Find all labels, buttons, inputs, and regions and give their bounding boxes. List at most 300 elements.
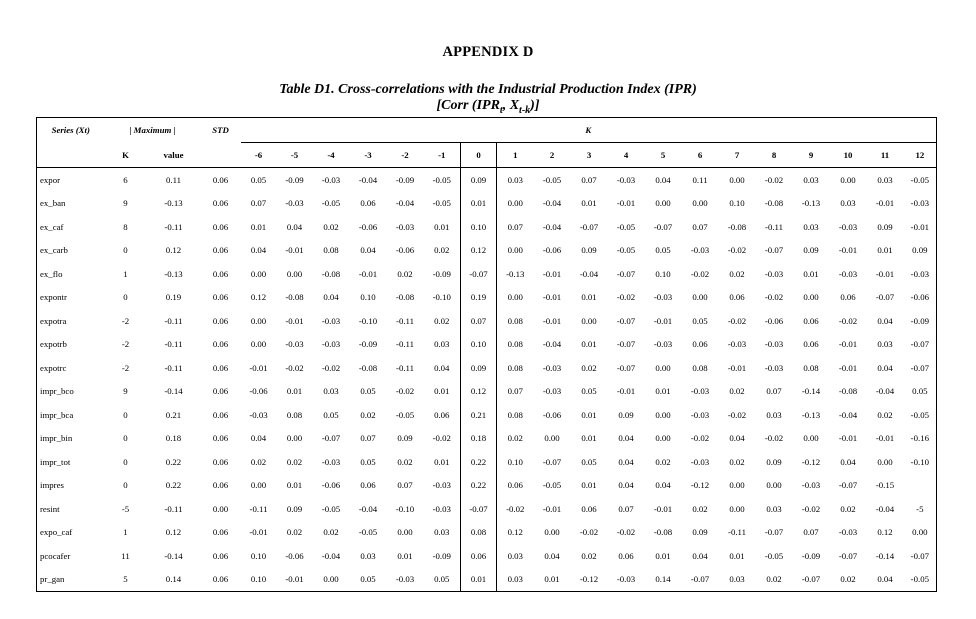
correlation-cell: -0.03 <box>690 245 710 256</box>
correlation-cell: 0.10 <box>250 550 267 561</box>
header-row-top <box>37 118 937 143</box>
table-row <box>37 521 937 545</box>
correlation-cell: 0.04 <box>250 433 267 444</box>
correlation-cell: -0.03 <box>321 315 341 326</box>
correlation-cell: 0.02 <box>840 503 856 514</box>
correlation-cell: -0.12 <box>690 480 710 491</box>
correlation-cell: -0.15 <box>875 480 895 491</box>
std-value: 0.06 <box>212 268 229 279</box>
table-row <box>37 474 937 498</box>
correlation-cell: 0.10 <box>461 333 497 357</box>
correlation-cell: 0.14 <box>645 568 682 592</box>
correlation-cell: 0.03 <box>766 409 782 420</box>
correlation-cell: 0.04 <box>840 456 856 467</box>
correlation-cell: -0.12 <box>801 456 821 467</box>
correlation-cell: -0.03 <box>764 268 784 279</box>
correlation-cell: -0.01 <box>904 215 937 239</box>
correlation-cell: 0.00 <box>655 433 671 444</box>
correlation-cell: 0.12 <box>461 380 497 404</box>
correlation-cell: 0.02 <box>323 527 339 538</box>
lag-header: 1 <box>497 143 534 168</box>
correlation-cell: -0.06 <box>285 550 304 561</box>
lag-header: -5 <box>277 143 313 168</box>
std-value: 0.06 <box>212 456 229 467</box>
correlation-cell: 0.06 <box>692 339 708 350</box>
correlation-cell: 0.05 <box>655 245 671 256</box>
table-title: Table D1. Cross-correlations with the Industrial Production Index (IPR) <box>279 82 697 97</box>
correlation-cell: -0.03 <box>321 339 341 350</box>
correlation-cell: -0.02 <box>506 503 525 514</box>
correlation-cell: -0.03 <box>321 456 341 467</box>
correlation-cell: 0.03 <box>766 503 782 514</box>
max-k: -2 <box>121 339 130 350</box>
correlation-cell: -0.04 <box>358 174 378 185</box>
correlation-cell: 0.01 <box>434 386 450 397</box>
correlation-cell: 0.09 <box>877 221 893 232</box>
correlation-cell: 0.18 <box>461 427 497 451</box>
correlation-cell: 0.05 <box>424 568 461 592</box>
correlation-cell: -0.11 <box>396 362 415 373</box>
correlation-cell: 0.01 <box>286 480 303 491</box>
correlation-cell: 0.02 <box>286 527 303 538</box>
correlation-cell: -0.13 <box>801 409 821 420</box>
header-k-span: K <box>241 118 937 143</box>
header-series: Series (Xt) <box>37 118 105 143</box>
correlation-cell: -0.03 <box>904 192 937 216</box>
correlation-cell: -0.09 <box>358 339 378 350</box>
correlation-cell: 0.06 <box>360 198 376 209</box>
correlation-cell: 0.01 <box>461 192 497 216</box>
correlation-cell: 0.01 <box>581 480 597 491</box>
max-k: 9 <box>123 198 128 209</box>
correlation-cell: 0.00 <box>544 433 560 444</box>
correlation-cell: 0.09 <box>286 503 303 514</box>
std-value: 0.06 <box>212 409 229 420</box>
correlation-cell: -0.01 <box>838 245 858 256</box>
correlation-cell: -0.02 <box>616 292 636 303</box>
correlation-cell: -0.01 <box>277 568 313 592</box>
correlation-cell: -0.07 <box>875 292 895 303</box>
correlation-cell: -0.09 <box>801 550 821 561</box>
max-value: 0.14 <box>147 568 201 592</box>
header-k: K <box>105 143 147 168</box>
correlation-cell: 0.02 <box>434 245 450 256</box>
correlation-cell: -0.01 <box>542 268 562 279</box>
correlation-cell: 0.04 <box>618 456 634 467</box>
correlation-cell: 0.06 <box>803 315 819 326</box>
correlation-cell: -0.02 <box>727 315 747 326</box>
correlation-cell: 0.09 <box>461 168 497 192</box>
correlation-cell: 0.05 <box>692 315 708 326</box>
correlation-cell: 0.01 <box>286 386 303 397</box>
lag-header: 10 <box>830 143 867 168</box>
series-name: impres <box>37 474 105 498</box>
correlation-cell: -0.01 <box>838 362 858 373</box>
correlation-cell: -0.01 <box>875 268 895 279</box>
correlation-cell: 0.05 <box>360 456 376 467</box>
table-row <box>37 427 937 451</box>
correlation-cell: -0.07 <box>616 315 636 326</box>
correlation-cell: 0.04 <box>544 550 560 561</box>
table-row <box>37 544 937 568</box>
table-row <box>37 380 937 404</box>
series-name: impr_bco <box>37 380 105 404</box>
correlation-cell: 0.06 <box>507 480 523 491</box>
table-row <box>37 497 937 521</box>
correlation-cell: -0.03 <box>690 456 710 467</box>
correlation-cell: -0.04 <box>579 268 599 279</box>
max-k: -2 <box>121 315 130 326</box>
correlation-cell: -0.05 <box>904 168 937 192</box>
max-value: -0.13 <box>164 268 183 279</box>
correlation-cell: 0.06 <box>461 544 497 568</box>
correlation-cell: 0.00 <box>655 198 671 209</box>
std-value: 0.06 <box>212 550 229 561</box>
header-blank <box>37 143 105 168</box>
correlation-cell: 0.00 <box>313 568 350 592</box>
correlation-cell: -0.01 <box>838 339 858 350</box>
max-value: 0.18 <box>165 433 182 444</box>
correlation-cell: -0.02 <box>764 292 784 303</box>
correlation-cell: -0.01 <box>249 527 268 538</box>
table-subtitle <box>0 98 976 116</box>
correlation-cell: 0.05 <box>350 568 387 592</box>
correlation-cell: -0.09 <box>285 174 304 185</box>
lag-header: 7 <box>719 143 756 168</box>
table-row <box>37 309 937 333</box>
std-value: 0.06 <box>212 386 229 397</box>
std-value: 0.06 <box>212 339 229 350</box>
max-value: 0.12 <box>165 245 182 256</box>
correlation-cell: 0.02 <box>286 456 303 467</box>
correlation-cell: -0.05 <box>542 480 562 491</box>
correlation-cell: 0.01 <box>434 456 450 467</box>
correlation-cell: -0.03 <box>285 339 304 350</box>
std-value: 0.06 <box>212 362 229 373</box>
correlation-cell: -0.01 <box>542 503 562 514</box>
correlation-cell: 0.12 <box>461 239 497 263</box>
correlation-cell: 0.00 <box>729 174 745 185</box>
series-name: impr_bin <box>37 427 105 451</box>
correlation-cell: 0.10 <box>241 568 277 592</box>
table-row <box>37 450 937 474</box>
correlation-cell: -0.02 <box>616 527 636 538</box>
correlation-cell: -0.02 <box>838 315 858 326</box>
std-value: 0.06 <box>212 315 229 326</box>
header-maximum: | Maximum | <box>129 125 176 136</box>
correlation-cell: -0.07 <box>616 268 636 279</box>
max-value: -0.11 <box>164 362 183 373</box>
max-value: 0.12 <box>165 527 182 538</box>
correlation-cell: -0.16 <box>904 427 937 451</box>
correlation-cell: -0.03 <box>432 480 451 491</box>
correlation-cell: 0.00 <box>655 409 671 420</box>
correlation-cell: -0.10 <box>395 503 415 514</box>
series-name: impr_bca <box>37 403 105 427</box>
correlation-cell: 0.00 <box>250 480 267 491</box>
correlation-cell: 0.06 <box>581 503 597 514</box>
correlation-cell: 0.10 <box>729 198 745 209</box>
correlation-cell: -0.05 <box>764 550 784 561</box>
correlation-cell: 0.06 <box>840 292 856 303</box>
correlation-cell: -0.14 <box>801 386 821 397</box>
table-row <box>37 215 937 239</box>
correlation-cell: -0.03 <box>727 339 747 350</box>
correlation-cell: 0.04 <box>655 480 671 491</box>
correlation-cell: 0.02 <box>655 456 671 467</box>
correlation-cell: -0.05 <box>432 198 451 209</box>
lag-header: -4 <box>313 143 350 168</box>
correlation-cell: -0.03 <box>249 409 268 420</box>
correlation-cell: 0.03 <box>877 174 893 185</box>
correlation-cell: 0.03 <box>434 339 450 350</box>
correlation-cell: -0.04 <box>542 221 562 232</box>
correlation-cell: 0.00 <box>692 198 708 209</box>
correlation-cell: -0.13 <box>801 198 821 209</box>
correlation-cell: 0.00 <box>286 433 303 444</box>
correlation-cell: -0.07 <box>653 221 673 232</box>
std-value: 0.06 <box>212 174 229 185</box>
correlation-cell: 0.10 <box>461 215 497 239</box>
correlation-cell: -0.01 <box>838 433 858 444</box>
correlation-cell: 0.01 <box>534 568 571 592</box>
correlation-cell: 0.04 <box>286 221 303 232</box>
std-value: 0.06 <box>212 480 229 491</box>
correlation-cell: -0.12 <box>571 568 608 592</box>
correlation-cell: 0.07 <box>507 386 523 397</box>
correlation-cell: 0.09 <box>766 456 782 467</box>
std-value: 0.06 <box>201 568 241 592</box>
max-value: -0.11 <box>164 503 183 514</box>
max-value: 0.21 <box>165 409 182 420</box>
correlation-cell: 0.09 <box>397 433 413 444</box>
series-name: expotra <box>37 309 105 333</box>
lag-header: -1 <box>424 143 461 168</box>
lag-header: 5 <box>645 143 682 168</box>
correlation-cell: 0.01 <box>729 550 745 561</box>
table-row <box>37 168 937 192</box>
header-std-blank <box>201 143 241 168</box>
correlation-cell: -0.07 <box>461 497 497 521</box>
max-k: 5 <box>105 568 147 592</box>
correlation-cell: -0.03 <box>838 527 858 538</box>
correlation-cell: 0.01 <box>581 339 597 350</box>
correlation-cell: 0.03 <box>360 550 376 561</box>
correlation-cell: -0.02 <box>727 409 747 420</box>
correlation-cell: 0.01 <box>581 292 597 303</box>
correlation-cell: -0.06 <box>904 286 937 310</box>
series-name: resint <box>37 497 105 521</box>
correlation-cell: -0.02 <box>727 245 747 256</box>
correlation-cell: 0.09 <box>692 527 708 538</box>
correlation-cell: 0.02 <box>729 268 745 279</box>
correlation-cell: -0.04 <box>542 339 562 350</box>
table-row <box>37 286 937 310</box>
correlation-cell: -0.07 <box>838 480 858 491</box>
correlation-cell: 0.09 <box>618 409 634 420</box>
correlation-cell: -0.07 <box>904 333 937 357</box>
correlation-cell: -0.06 <box>249 386 268 397</box>
correlation-cell: -0.07 <box>461 262 497 286</box>
correlation-cell: -0.05 <box>432 174 451 185</box>
max-k: -5 <box>121 503 130 514</box>
std-value: 0.06 <box>212 221 229 232</box>
max-k: 11 <box>121 550 130 561</box>
correlation-cell: -0.07 <box>579 221 599 232</box>
correlation-cell: -0.05 <box>358 527 378 538</box>
lag-header: 12 <box>904 143 937 168</box>
correlation-cell: 0.07 <box>397 480 413 491</box>
correlation-cell: -0.03 <box>653 339 673 350</box>
lag-header: -2 <box>387 143 424 168</box>
correlation-cell: 0.04 <box>729 433 745 444</box>
correlation-cell: -0.01 <box>875 198 895 209</box>
correlation-cell: -0.06 <box>358 221 378 232</box>
correlation-cell: -0.03 <box>432 503 451 514</box>
table-row <box>37 568 937 592</box>
correlation-cell: -0.04 <box>358 503 378 514</box>
correlation-cell: -0.05 <box>904 403 937 427</box>
correlation-cell: 0.08 <box>803 362 819 373</box>
correlation-cell: -0.11 <box>728 527 747 538</box>
correlation-cell: -0.01 <box>542 315 562 326</box>
correlation-cell: 0.09 <box>581 245 597 256</box>
correlation-cell: 0.04 <box>877 315 893 326</box>
correlation-cell: 0.02 <box>729 456 745 467</box>
correlation-cell: 0.07 <box>581 174 597 185</box>
correlation-cell: 0.19 <box>461 286 497 310</box>
correlation-cell: -0.01 <box>616 386 636 397</box>
correlation-cell: -0.03 <box>285 198 304 209</box>
table-row <box>37 333 937 357</box>
correlation-cell: -0.04 <box>875 503 895 514</box>
correlation-cell: 0.11 <box>692 174 708 185</box>
correlation-cell: 0.02 <box>581 550 597 561</box>
correlation-cell: -0.05 <box>395 409 415 420</box>
correlation-cell: 0.08 <box>507 409 523 420</box>
correlation-cell: 0.03 <box>877 339 893 350</box>
std-value: 0.06 <box>212 292 229 303</box>
correlation-cell: 0.04 <box>360 245 376 256</box>
correlation-cell: 0.10 <box>507 456 523 467</box>
correlation-cell: 0.00 <box>803 292 819 303</box>
max-k: 0 <box>123 480 128 491</box>
correlation-cell: 0.00 <box>877 456 893 467</box>
correlation-cell: 0.02 <box>581 362 597 373</box>
correlation-cell: -0.05 <box>321 503 341 514</box>
max-value: -0.14 <box>164 550 183 561</box>
correlation-cell: 0.04 <box>655 174 671 185</box>
correlation-cell: -0.01 <box>875 433 895 444</box>
correlation-cell: 0.00 <box>250 339 267 350</box>
std-value: 0.06 <box>212 527 229 538</box>
correlation-cell: -0.07 <box>764 245 784 256</box>
correlation-cell: 0.02 <box>692 503 708 514</box>
correlation-cell: 0.00 <box>766 480 782 491</box>
correlation-cell: 0.02 <box>507 433 523 444</box>
correlation-cell: 0.12 <box>877 527 893 538</box>
correlation-cell: -0.05 <box>616 221 636 232</box>
correlation-cell: 0.07 <box>507 221 523 232</box>
correlation-cell: -0.07 <box>904 544 937 568</box>
max-value: -0.11 <box>164 315 183 326</box>
correlation-cell: 0.09 <box>461 356 497 380</box>
correlation-cell: 0.01 <box>803 268 819 279</box>
correlation-cell: 0.02 <box>323 221 339 232</box>
correlation-cell: 0.00 <box>250 268 267 279</box>
std-value: 0.06 <box>212 245 229 256</box>
correlation-cell: 0.01 <box>655 386 671 397</box>
series-name: impr_tot <box>37 450 105 474</box>
correlation-cell: -0.11 <box>396 339 415 350</box>
correlation-cell: 0.00 <box>840 174 856 185</box>
correlation-cell: -0.07 <box>616 362 636 373</box>
correlation-cell: 0.07 <box>461 309 497 333</box>
correlation-cell: -0.06 <box>542 245 562 256</box>
max-k: 1 <box>123 527 128 538</box>
correlation-cell: 0.03 <box>497 568 534 592</box>
correlation-cell: -0.06 <box>395 245 415 256</box>
correlation-cell: 0.06 <box>434 409 450 420</box>
correlation-cell: 0.04 <box>618 480 634 491</box>
std-value: 0.06 <box>212 433 229 444</box>
max-k: 6 <box>123 174 128 185</box>
correlation-cell: -0.08 <box>838 386 858 397</box>
max-value: -0.14 <box>164 386 183 397</box>
correlation-cell: -0.01 <box>616 198 636 209</box>
correlation-cell: -0.10 <box>358 315 378 326</box>
correlation-cell: -0.11 <box>765 221 784 232</box>
correlation-cell: -0.08 <box>321 268 341 279</box>
correlation-cell: -0.01 <box>249 362 268 373</box>
correlation-cell: -0.03 <box>387 568 424 592</box>
correlation-cell: -0.02 <box>764 174 784 185</box>
appendix-heading: APPENDIX D <box>442 44 534 60</box>
correlation-cell: 0.00 <box>507 292 523 303</box>
correlation-cell: 0.04 <box>877 362 893 373</box>
correlation-cell: 0.01 <box>250 221 267 232</box>
subtitle-mid: , X <box>502 98 520 113</box>
correlation-cell: -0.01 <box>727 362 747 373</box>
series-name: pcocafer <box>37 544 105 568</box>
correlation-cell: 0.03 <box>719 568 756 592</box>
correlation-cell: -0.05 <box>321 198 341 209</box>
max-value: 0.22 <box>165 480 182 491</box>
correlation-cell: 0.06 <box>360 480 376 491</box>
correlation-cell: 0.09 <box>904 239 937 263</box>
correlation-cell: 0.04 <box>867 568 904 592</box>
correlation-cell: 0.02 <box>434 315 450 326</box>
correlation-cell: 0.03 <box>434 527 450 538</box>
max-value: -0.11 <box>164 221 183 232</box>
correlation-cell: 0.02 <box>250 456 267 467</box>
correlation-cell: 0.01 <box>581 198 597 209</box>
correlation-cell: 0.05 <box>250 174 267 185</box>
correlation-cell: 0.03 <box>507 174 523 185</box>
correlation-cell: -0.09 <box>395 174 415 185</box>
correlation-cell: 0.03 <box>507 550 523 561</box>
max-k: 8 <box>123 221 128 232</box>
correlation-cell: -0.05 <box>616 245 636 256</box>
correlation-cell: -0.05 <box>904 568 937 592</box>
lag-header: 3 <box>571 143 608 168</box>
lag-header: 4 <box>608 143 645 168</box>
correlation-cell: -0.07 <box>616 339 636 350</box>
correlation-cell: -0.11 <box>396 315 415 326</box>
correlation-cell: -0.04 <box>321 550 341 561</box>
correlation-cell: 0.07 <box>692 221 708 232</box>
correlation-cell: 0.12 <box>507 527 523 538</box>
